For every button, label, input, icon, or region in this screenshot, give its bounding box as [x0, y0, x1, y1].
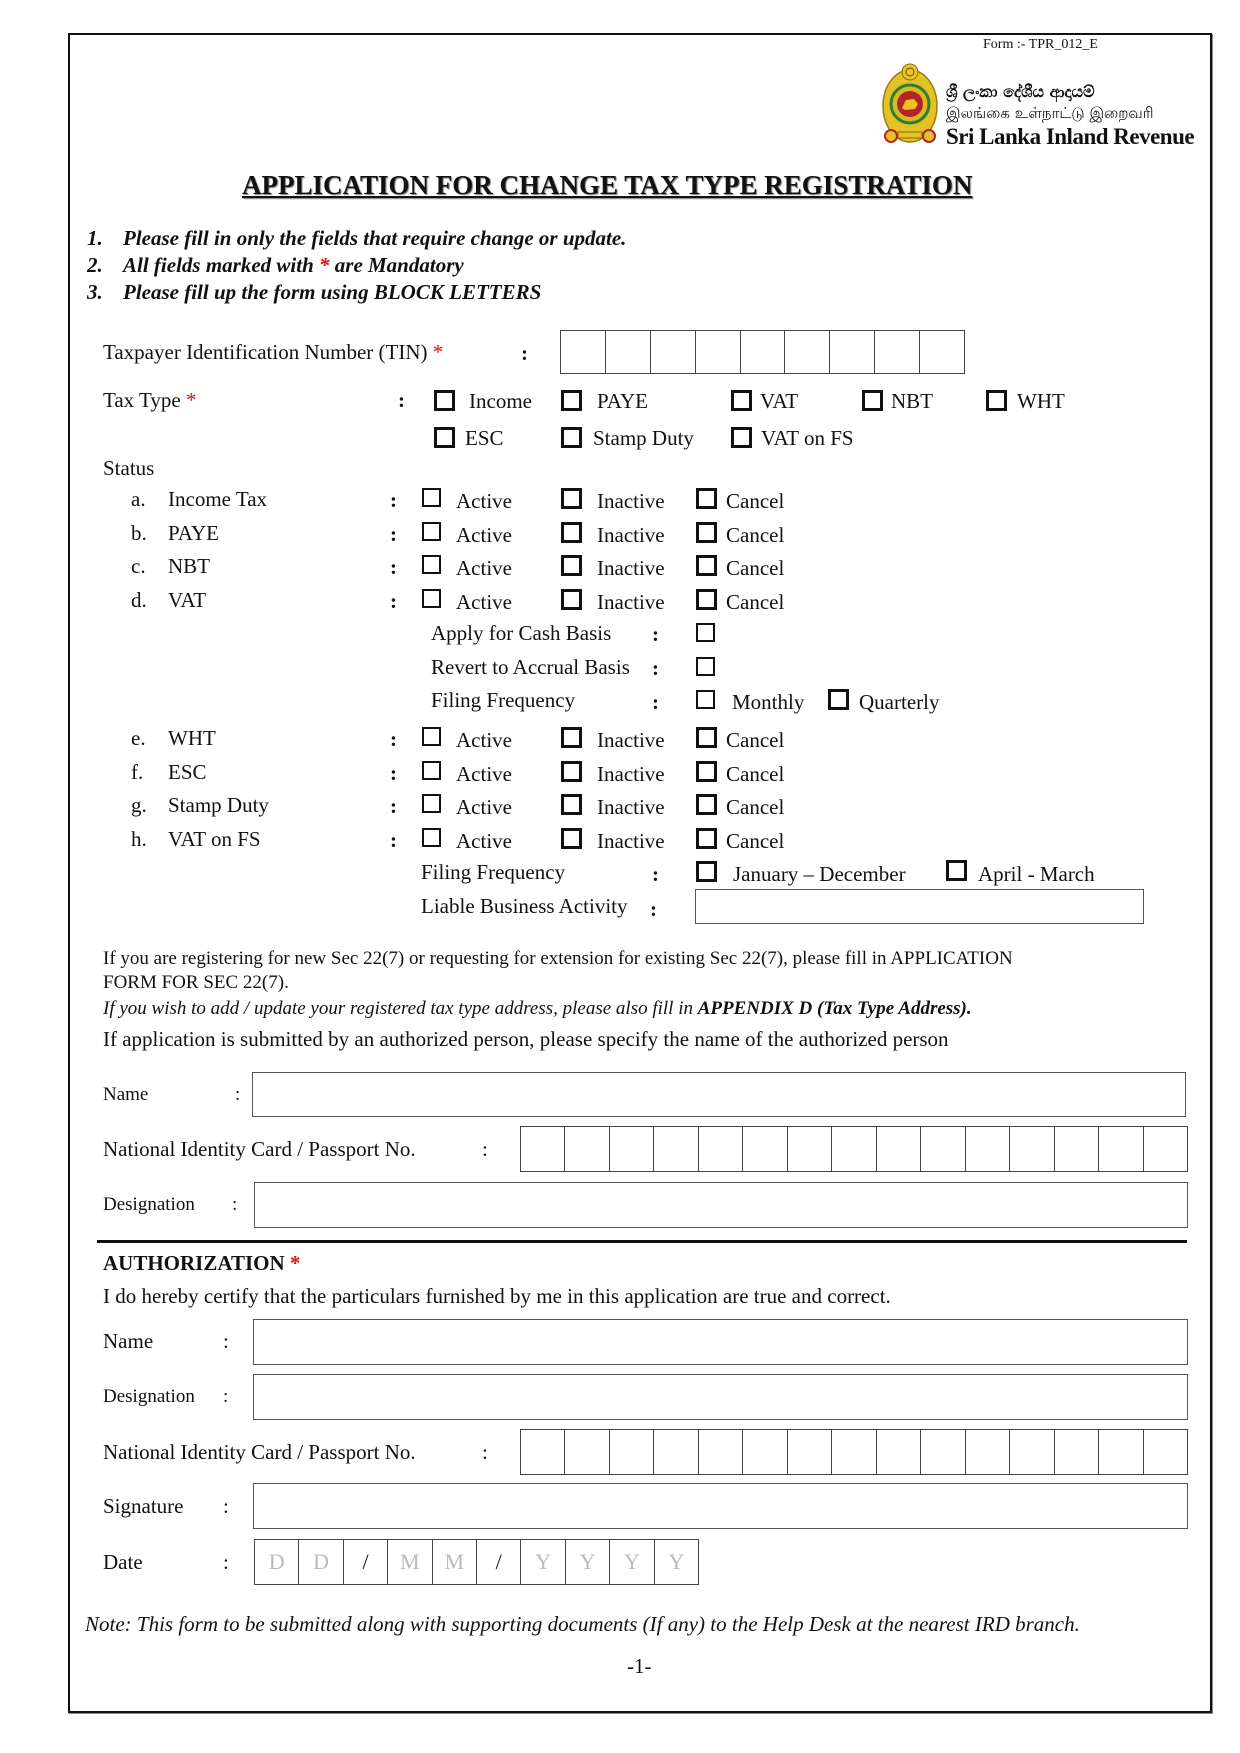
input-cell[interactable]	[565, 1430, 609, 1474]
tax-type-nbt-checkbox[interactable]	[862, 390, 883, 411]
apr-mar-label: April - March	[978, 862, 1095, 886]
status-row-letter: b.	[131, 521, 147, 545]
monthly-label: Monthly	[732, 690, 805, 714]
status-row-letter: c.	[131, 554, 146, 578]
status-inactive-checkbox[interactable]	[561, 555, 582, 576]
status-active-label: Active	[456, 762, 512, 786]
colon: :	[390, 589, 397, 613]
input-cell[interactable]	[606, 331, 651, 373]
input-cell[interactable]	[699, 1430, 743, 1474]
colon: :	[652, 622, 659, 646]
monthly-checkbox[interactable]	[696, 690, 715, 709]
colon: :	[223, 1329, 229, 1353]
input-cell[interactable]	[966, 1430, 1010, 1474]
status-cancel-label: Cancel	[726, 829, 785, 853]
signer-nic-input-grid[interactable]	[520, 1429, 1188, 1475]
input-cell[interactable]	[877, 1127, 921, 1171]
status-cancel-label: Cancel	[726, 523, 785, 547]
input-cell[interactable]	[741, 331, 786, 373]
signature-input[interactable]	[253, 1483, 1188, 1529]
tax-type-vat-checkbox[interactable]	[731, 390, 752, 411]
input-cell[interactable]: Y	[521, 1540, 565, 1584]
input-cell[interactable]	[1099, 1127, 1143, 1171]
colon: :	[482, 1137, 488, 1161]
date-input-grid[interactable]	[254, 1539, 699, 1585]
status-row-letter: g.	[131, 793, 147, 817]
accrual-basis-label: Revert to Accrual Basis	[431, 655, 630, 679]
input-cell[interactable]	[651, 331, 696, 373]
tin-label-text: Taxpayer Identification Number (TIN)	[103, 340, 428, 364]
authorized-nic-input-grid[interactable]	[520, 1126, 1188, 1172]
tax-type-esc-checkbox[interactable]	[434, 427, 455, 448]
status-cancel-checkbox[interactable]	[696, 488, 717, 509]
status-cancel-checkbox[interactable]	[696, 522, 717, 543]
instruction-text: are Mandatory	[329, 253, 464, 277]
input-cell[interactable]	[921, 1127, 965, 1171]
status-cancel-label: Cancel	[726, 556, 785, 580]
colon: :	[482, 1440, 488, 1464]
status-row-name: PAYE	[168, 521, 219, 545]
status-inactive-checkbox[interactable]	[561, 727, 582, 748]
input-cell[interactable]	[1099, 1430, 1143, 1474]
input-cell[interactable]: M	[433, 1540, 477, 1584]
colon: :	[652, 656, 659, 680]
status-active-label: Active	[456, 829, 512, 853]
sec22-note-line1: If you are registering for new Sec 22(7) or requesting for extension for existing Sec 22(7), please fill in APPLICATION	[103, 948, 1013, 969]
page-title: APPLICATION FOR CHANGE TAX TYPE REGISTRATION	[242, 170, 973, 200]
input-cell[interactable]: D	[299, 1540, 343, 1584]
jan-dec-label: January – December	[733, 862, 906, 886]
input-cell[interactable]: Y	[668, 1549, 685, 1574]
input-cell[interactable]	[654, 1127, 698, 1171]
instruction-3	[87, 280, 541, 305]
input-cell[interactable]: D	[255, 1540, 299, 1584]
instruction-number: 1.	[87, 226, 103, 250]
org-name-sinhala: ශ්‍රී ලංකා දේශීය ආදායම්	[946, 82, 1095, 101]
status-inactive-label: Inactive	[597, 489, 665, 513]
signer-name-input[interactable]	[253, 1319, 1188, 1365]
status-active-label: Active	[456, 523, 512, 547]
date-label: Date	[103, 1550, 143, 1574]
status-active-label: Active	[456, 489, 512, 513]
input-cell[interactable]	[830, 331, 875, 373]
colon: :	[390, 727, 397, 751]
tax-type-vat-label: VAT	[760, 389, 799, 413]
status-inactive-label: Inactive	[597, 728, 665, 752]
appendix-note-bold: APPENDIX D (Tax Type Address).	[697, 998, 972, 1019]
status-cancel-checkbox[interactable]	[696, 761, 717, 782]
tax-type-wht-checkbox[interactable]	[986, 390, 1007, 411]
authorization-heading-text: AUTHORIZATION	[103, 1251, 285, 1275]
status-inactive-label: Inactive	[597, 762, 665, 786]
input-cell[interactable]	[1055, 1127, 1099, 1171]
colon: :	[652, 862, 659, 886]
input-cell[interactable]	[788, 1127, 832, 1171]
input-cell[interactable]	[921, 1430, 965, 1474]
status-inactive-checkbox[interactable]	[561, 589, 582, 610]
status-row-name: VAT on FS	[168, 827, 261, 851]
signature-label: Signature	[103, 1494, 184, 1518]
colon: :	[223, 1550, 229, 1574]
status-cancel-checkbox[interactable]	[696, 828, 717, 849]
instruction-number: 2.	[87, 253, 103, 277]
authorized-designation-label: Designation	[103, 1194, 195, 1215]
status-cancel-checkbox[interactable]	[696, 794, 717, 815]
colon: :	[390, 828, 397, 852]
status-row-letter: h.	[131, 827, 147, 851]
colon: :	[235, 1084, 241, 1105]
input-cell[interactable]	[1144, 1127, 1187, 1171]
liable-business-activity-input[interactable]	[695, 889, 1144, 924]
status-active-checkbox[interactable]	[422, 727, 441, 746]
tin-label	[103, 340, 443, 365]
status-inactive-label: Inactive	[597, 829, 665, 853]
status-inactive-checkbox[interactable]	[561, 488, 582, 509]
input-cell[interactable]	[521, 1430, 565, 1474]
tax-type-stamp-duty-checkbox[interactable]	[561, 427, 582, 448]
appendix-note-text: If you wish to add / update your registered tax type address, please also fill in	[103, 998, 698, 1019]
sri-lanka-emblem-icon	[880, 60, 940, 148]
status-row-name: WHT	[168, 726, 216, 750]
status-inactive-checkbox[interactable]	[561, 794, 582, 815]
certification-statement: I do hereby certify that the particulars furnished by me in this application are true and correct.	[103, 1284, 891, 1308]
status-active-checkbox[interactable]	[422, 522, 441, 541]
input-cell[interactable]	[696, 331, 741, 373]
input-cell[interactable]	[521, 1127, 565, 1171]
colon: :	[232, 1194, 238, 1215]
vat-filing-frequency-label: Filing Frequency	[431, 688, 576, 712]
page-number: -1-	[627, 1654, 652, 1678]
authorized-name-input[interactable]	[252, 1072, 1186, 1117]
status-row-name: Income Tax	[168, 487, 268, 511]
status-active-label: Active	[456, 556, 512, 580]
colon: :	[390, 761, 397, 785]
apr-mar-checkbox[interactable]	[946, 860, 967, 881]
status-active-checkbox[interactable]	[422, 488, 441, 507]
mandatory-asterisk: *	[186, 388, 197, 412]
input-cell[interactable]	[610, 1127, 654, 1171]
mandatory-asterisk: *	[289, 1251, 301, 1275]
input-cell[interactable]	[832, 1430, 876, 1474]
status-inactive-label: Inactive	[597, 523, 665, 547]
status-cancel-label: Cancel	[726, 795, 785, 819]
input-cell[interactable]	[966, 1127, 1010, 1171]
input-cell[interactable]: Y	[566, 1540, 610, 1584]
status-label: Status	[103, 456, 155, 480]
sec22-note-line2: FORM FOR SEC 22(7).	[103, 972, 289, 993]
tin-input-grid[interactable]	[560, 330, 965, 374]
status-inactive-label: Inactive	[597, 795, 665, 819]
status-cancel-label: Cancel	[726, 728, 785, 752]
status-active-checkbox[interactable]	[422, 794, 441, 813]
cash-basis-checkbox[interactable]	[696, 623, 715, 642]
input-cell[interactable]	[785, 331, 830, 373]
accrual-basis-checkbox[interactable]	[696, 657, 715, 676]
cash-basis-label: Apply for Cash Basis	[431, 621, 612, 645]
input-cell[interactable]	[875, 331, 920, 373]
status-row-name: ESC	[168, 760, 207, 784]
colon: :	[521, 341, 528, 365]
org-name-tamil: இலங்கை உள்நாட்டு இறைவரி	[946, 104, 1154, 122]
status-row-letter: d.	[131, 588, 147, 612]
signer-name-label: Name	[103, 1329, 154, 1353]
status-cancel-checkbox[interactable]	[696, 589, 717, 610]
tax-type-esc-label: ESC	[465, 426, 504, 450]
signer-nic-label: National Identity Card / Passport No.	[103, 1440, 416, 1464]
status-row-letter: e.	[131, 726, 146, 750]
status-row-name: Stamp Duty	[168, 793, 269, 817]
input-cell[interactable]	[1010, 1127, 1054, 1171]
status-active-checkbox[interactable]	[422, 828, 441, 847]
input-cell[interactable]: M	[388, 1540, 432, 1584]
status-inactive-checkbox[interactable]	[561, 522, 582, 543]
input-cell[interactable]	[565, 1127, 609, 1171]
instruction-1	[87, 226, 626, 251]
colon: :	[223, 1494, 229, 1518]
tax-type-income-label: Income	[469, 389, 532, 413]
vatfs-filing-frequency-label: Filing Frequency	[421, 860, 566, 884]
input-cell[interactable]: /	[477, 1540, 521, 1584]
status-cancel-checkbox[interactable]	[696, 727, 717, 748]
status-active-checkbox[interactable]	[422, 761, 441, 780]
status-cancel-label: Cancel	[726, 489, 785, 513]
status-active-checkbox[interactable]	[422, 589, 441, 608]
form-code: Form :- TPR_012_E	[983, 37, 1098, 52]
authorized-person-note: If application is submitted by an authorized person, please specify the name of the authorized person	[103, 1027, 949, 1051]
input-cell[interactable]	[654, 1430, 698, 1474]
input-cell[interactable]	[832, 1127, 876, 1171]
status-cancel-label: Cancel	[726, 590, 785, 614]
status-row-name: VAT	[168, 588, 207, 612]
colon: :	[398, 388, 405, 412]
input-cell[interactable]	[788, 1430, 832, 1474]
authorized-designation-input[interactable]	[254, 1182, 1188, 1228]
input-cell[interactable]	[743, 1127, 787, 1171]
instruction-text: Please fill in only the fields that require change or update.	[123, 226, 627, 250]
colon: :	[390, 794, 397, 818]
input-cell[interactable]	[743, 1430, 787, 1474]
input-cell[interactable]	[877, 1430, 921, 1474]
input-cell[interactable]: /	[344, 1540, 388, 1584]
input-cell[interactable]	[1010, 1430, 1054, 1474]
colon: :	[390, 488, 397, 512]
submission-note: Note: This form to be submitted along with supporting documents (If any) to the Help Desk at the nearest IRD branch.	[85, 1612, 1080, 1636]
mandatory-asterisk: *	[432, 340, 444, 364]
appendix-note	[103, 998, 972, 1020]
tax-type-label-text: Tax Type	[103, 388, 181, 412]
status-row-name: NBT	[168, 554, 210, 578]
input-cell[interactable]	[610, 1430, 654, 1474]
input-cell[interactable]	[561, 331, 606, 373]
tax-type-income-checkbox[interactable]	[434, 390, 455, 411]
status-inactive-checkbox[interactable]	[561, 828, 582, 849]
instruction-2	[87, 253, 464, 278]
status-row-letter: a.	[131, 487, 146, 511]
tax-type-stamp-duty-label: Stamp Duty	[593, 426, 694, 450]
status-active-label: Active	[456, 795, 512, 819]
quarterly-checkbox[interactable]	[828, 689, 849, 710]
tax-type-paye-checkbox[interactable]	[561, 390, 582, 411]
liable-activity-label: Liable Business Activity	[421, 894, 628, 918]
input-cell[interactable]	[1055, 1430, 1099, 1474]
tax-type-wht-label: WHT	[1017, 389, 1065, 413]
authorized-nic-label: National Identity Card / Passport No.	[103, 1137, 416, 1161]
instruction-text: Please fill up the form using BLOCK LETTERS	[123, 280, 542, 304]
signer-designation-label: Designation	[103, 1386, 195, 1407]
quarterly-label: Quarterly	[859, 690, 940, 714]
tax-type-nbt-label: NBT	[891, 389, 933, 413]
input-cell[interactable]	[699, 1127, 743, 1171]
tax-type-paye-label: PAYE	[597, 389, 648, 413]
status-active-checkbox[interactable]	[422, 555, 441, 574]
tax-type-vat-on-fs-checkbox[interactable]	[731, 427, 752, 448]
status-inactive-label: Inactive	[597, 590, 665, 614]
input-cell[interactable]: Y	[610, 1540, 654, 1584]
colon: :	[650, 897, 657, 921]
tax-type-vat-on-fs-label: VAT on FS	[761, 426, 854, 450]
status-active-label: Active	[456, 728, 512, 752]
input-cell[interactable]	[920, 331, 964, 373]
colon: :	[652, 690, 659, 714]
instruction-number: 3.	[87, 280, 103, 304]
colon: :	[390, 522, 397, 546]
authorized-name-label: Name	[103, 1084, 149, 1105]
status-inactive-checkbox[interactable]	[561, 761, 582, 782]
status-inactive-label: Inactive	[597, 556, 665, 580]
section-divider	[97, 1240, 1187, 1243]
authorization-heading	[103, 1251, 300, 1276]
status-active-label: Active	[456, 590, 512, 614]
org-name-english: Sri Lanka Inland Revenue	[946, 124, 1195, 149]
signer-designation-input[interactable]	[253, 1374, 1188, 1420]
tax-type-label	[103, 388, 197, 413]
colon: :	[390, 555, 397, 579]
status-cancel-checkbox[interactable]	[696, 555, 717, 576]
status-row-letter: f.	[131, 760, 144, 784]
instruction-text: All fields marked with	[123, 253, 320, 277]
colon: :	[223, 1386, 229, 1407]
mandatory-asterisk: *	[319, 253, 330, 277]
jan-dec-checkbox[interactable]	[696, 861, 717, 882]
status-cancel-label: Cancel	[726, 762, 785, 786]
input-cell[interactable]	[1144, 1430, 1187, 1474]
